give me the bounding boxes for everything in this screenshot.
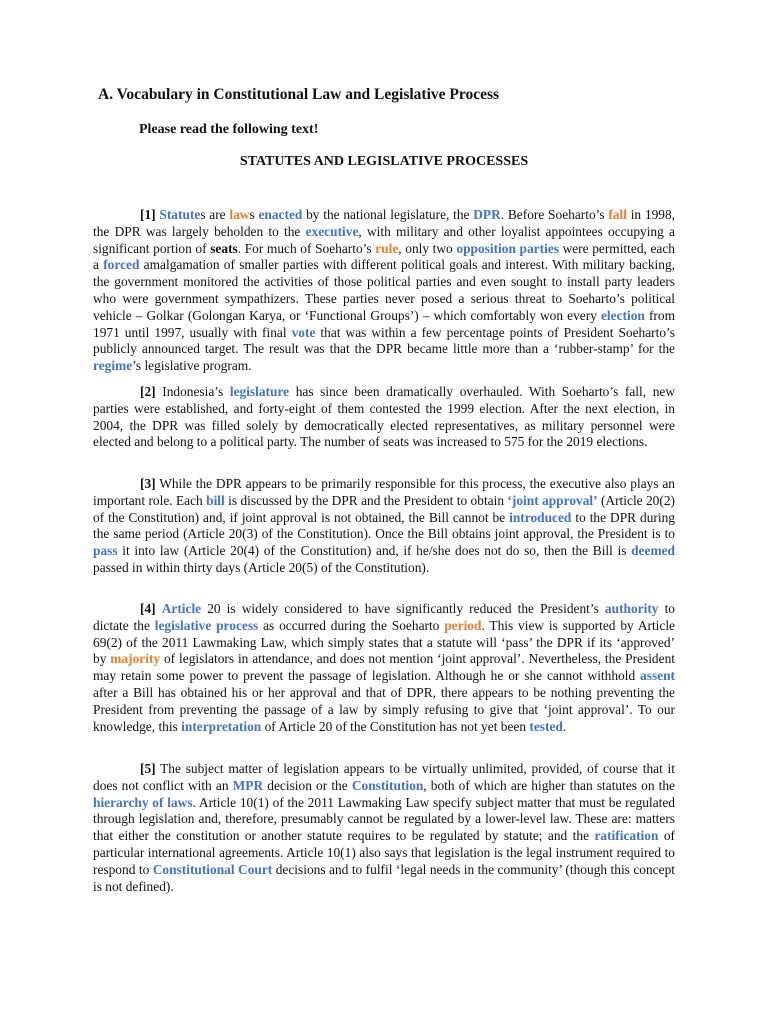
- paragraph-text: after a Bill has obtained his or her approval and that of DPR, there appears to be nothing preventing the President from preventing the passage of a law by simply refusing to give that ‘joint approval’. To our knowledge, this: [93, 684, 675, 734]
- paragraph-number: [2]: [140, 384, 156, 399]
- vocab-term: legislature: [229, 384, 290, 399]
- paragraph-2: [93, 384, 675, 451]
- vocab-term: opposition parties: [456, 240, 559, 256]
- vocab-term: MPR: [232, 777, 264, 793]
- vocab-term: vote: [291, 324, 316, 340]
- paragraph-text: s are: [200, 207, 230, 222]
- paragraph-text: , with military and other loyalist appointees occupying a significant portion of: [93, 223, 675, 256]
- vocab-term: election: [600, 307, 645, 323]
- vocab-term: introduced: [509, 509, 572, 525]
- paragraph-text: that was within a few percentage points of President Soeharto’s publicly announced target. The result was that the DPR became little more than a ‘rubber-stamp’ for the: [93, 324, 675, 357]
- paragraph-text: is discussed by the DPR and the President to obtain: [224, 492, 508, 508]
- paragraph-text: . For much of Soeharto’s: [237, 240, 376, 256]
- vocab-term: enacted: [258, 207, 303, 222]
- vocab-term: fall: [608, 207, 627, 222]
- paragraph-1: [93, 207, 675, 375]
- vocab-term: bill: [206, 492, 225, 508]
- paragraph-4: [93, 601, 675, 735]
- vocab-term: period: [444, 617, 482, 633]
- paragraph-text: The subject matter of legislation appears to be virtually unlimited, provided, of course that it does not conflict with an: [93, 761, 675, 793]
- paragraph-text: amalgamation of smaller parties with different political goals and interest. With military backing, the government monitored the activities of those political parties and even sought to install party leaders who were government sympathizers. These parties never posed a serious threat to Soeharto’s political vehicle – Golkar (Golongan Karya, or ‘Functional Groups’) – which comfortably won every: [93, 257, 675, 323]
- vocab-term: pass: [93, 543, 118, 559]
- document-title: STATUTES AND LEGISLATIVE PROCESSES: [239, 154, 529, 169]
- paragraph-text: 20 is widely considered to have significantly reduced the President’s: [201, 601, 605, 616]
- vocab-term: interpretation: [181, 718, 262, 734]
- vocab-term: Constitutional Court: [152, 861, 273, 877]
- paragraph-text: were permitted, each a: [93, 240, 676, 273]
- section-heading: A. Vocabulary in Constitutional Law and Legislative Process: [98, 86, 500, 103]
- vocab-term: regime: [93, 358, 133, 374]
- paragraph-text: , only two: [398, 240, 457, 256]
- paragraph-text: from 1971 until 1997, usually with final: [93, 307, 675, 340]
- paragraph-text: by the national legislature, the: [302, 207, 474, 222]
- paragraph-text: passed in within thirty days (Article 20(5) of the Constitution).: [93, 559, 430, 575]
- paragraph-text: has since been dramatically overhauled. With Soeharto’s fall, new parties were established, and forty-eight of them contested the 1999 election. After the next election, in 2004, the DPR was filled solely by democratically elected representatives, as military personnel were elected and belong to a political party. The number of seats was increased to 575 for the 2019 elections.: [93, 384, 675, 450]
- vocab-term: forced: [103, 257, 140, 273]
- paragraph-text: it into law (Article 20(4) of the Constitution) and, if he/she does not do so, then the Bill is: [117, 543, 632, 559]
- vocab-term: authority: [604, 601, 659, 616]
- paragraph-text: . Before Soeharto’s: [500, 207, 609, 222]
- paragraph-text: to dictate the: [93, 601, 675, 633]
- vocab-term: Constitution: [351, 777, 424, 793]
- paragraph-text: s: [249, 207, 259, 222]
- vocab-term: Statute: [159, 207, 201, 222]
- paragraph-text: , both of which are higher than statutes on the: [423, 777, 675, 793]
- paragraph-5: [93, 761, 675, 895]
- vocab-term: hierarchy of laws: [93, 794, 193, 810]
- vocab-term: ‘joint approval’: [507, 492, 598, 508]
- paragraph-number: [5]: [140, 761, 156, 776]
- paragraph-text: ’s legislative program.: [132, 358, 252, 374]
- paragraph-text: of Article 20 of the Constitution has not yet been: [261, 718, 530, 734]
- paragraph-text: to the DPR during the same period (Article 20(3) of the Constitution). Once the Bill obtains joint approval, the President is to: [93, 509, 675, 542]
- vocab-term: ratification: [594, 828, 659, 844]
- reading-instruction: Please read the following text!: [139, 122, 319, 137]
- vocab-term: executive: [305, 223, 359, 239]
- vocab-term: tested: [529, 718, 563, 734]
- vocab-term: legislative process: [154, 617, 259, 633]
- paragraph-text: . Article 10(1) of the 2011 Lawmaking Law specify subject matter that must be regulated through legislation and, therefore, presumably cannot be regulated by a lower-level law. These are: matters that either the constitution or another statute requires to be regulated by statute; and the: [93, 794, 675, 844]
- vocab-term: law: [229, 207, 250, 222]
- paragraph-number: [3]: [140, 476, 156, 491]
- paragraph-number: [1]: [140, 207, 156, 222]
- paragraph-text: of particular international agreements. Article 10(1) also says that legislation is the legal instrument required to respond to: [93, 828, 675, 877]
- paragraph-text: .: [562, 718, 567, 734]
- paragraph-text: of legislators in attendance, and does not mention ‘joint approval’. Nevertheless, the President may retain some power to prevent the passage of legislation. Although he or she cannot withhold: [93, 651, 675, 684]
- vocab-term: rule: [375, 240, 399, 256]
- paragraph-number: [4]: [140, 601, 156, 616]
- paragraph-3: [93, 476, 675, 577]
- paragraph-text: . This view is supported by Article 69(2) of the 2011 Lawmaking Law, which simply states that a statute will ‘pass’ the DPR if its ‘approved’ by: [93, 617, 675, 667]
- paragraph-text: (Article 20(2) of the Constitution) and, if joint approval is not obtained, the Bill cannot be: [93, 492, 675, 525]
- vocab-term: seats: [210, 240, 238, 256]
- paragraph-text: in 1998, the DPR was largely beholden to the: [93, 207, 676, 239]
- paragraph-text: decisions and to fulfil ‘legal needs in the community’ (though this concept is not defined).: [93, 861, 675, 894]
- vocab-term: majority: [110, 651, 161, 667]
- vocab-term: assent: [640, 668, 675, 684]
- vocab-term: Article: [161, 601, 202, 616]
- paragraph-text: decision or the: [263, 777, 352, 793]
- vocab-term: DPR: [473, 207, 501, 222]
- paragraph-text: Indonesia’s: [155, 384, 230, 399]
- vocab-term: deemed: [631, 543, 675, 559]
- paragraph-text: While the DPR appears to be primarily responsible for this process, the executive also plays an important role. Each: [93, 476, 675, 508]
- paragraph-text: as occurred during the Soeharto: [258, 617, 445, 633]
